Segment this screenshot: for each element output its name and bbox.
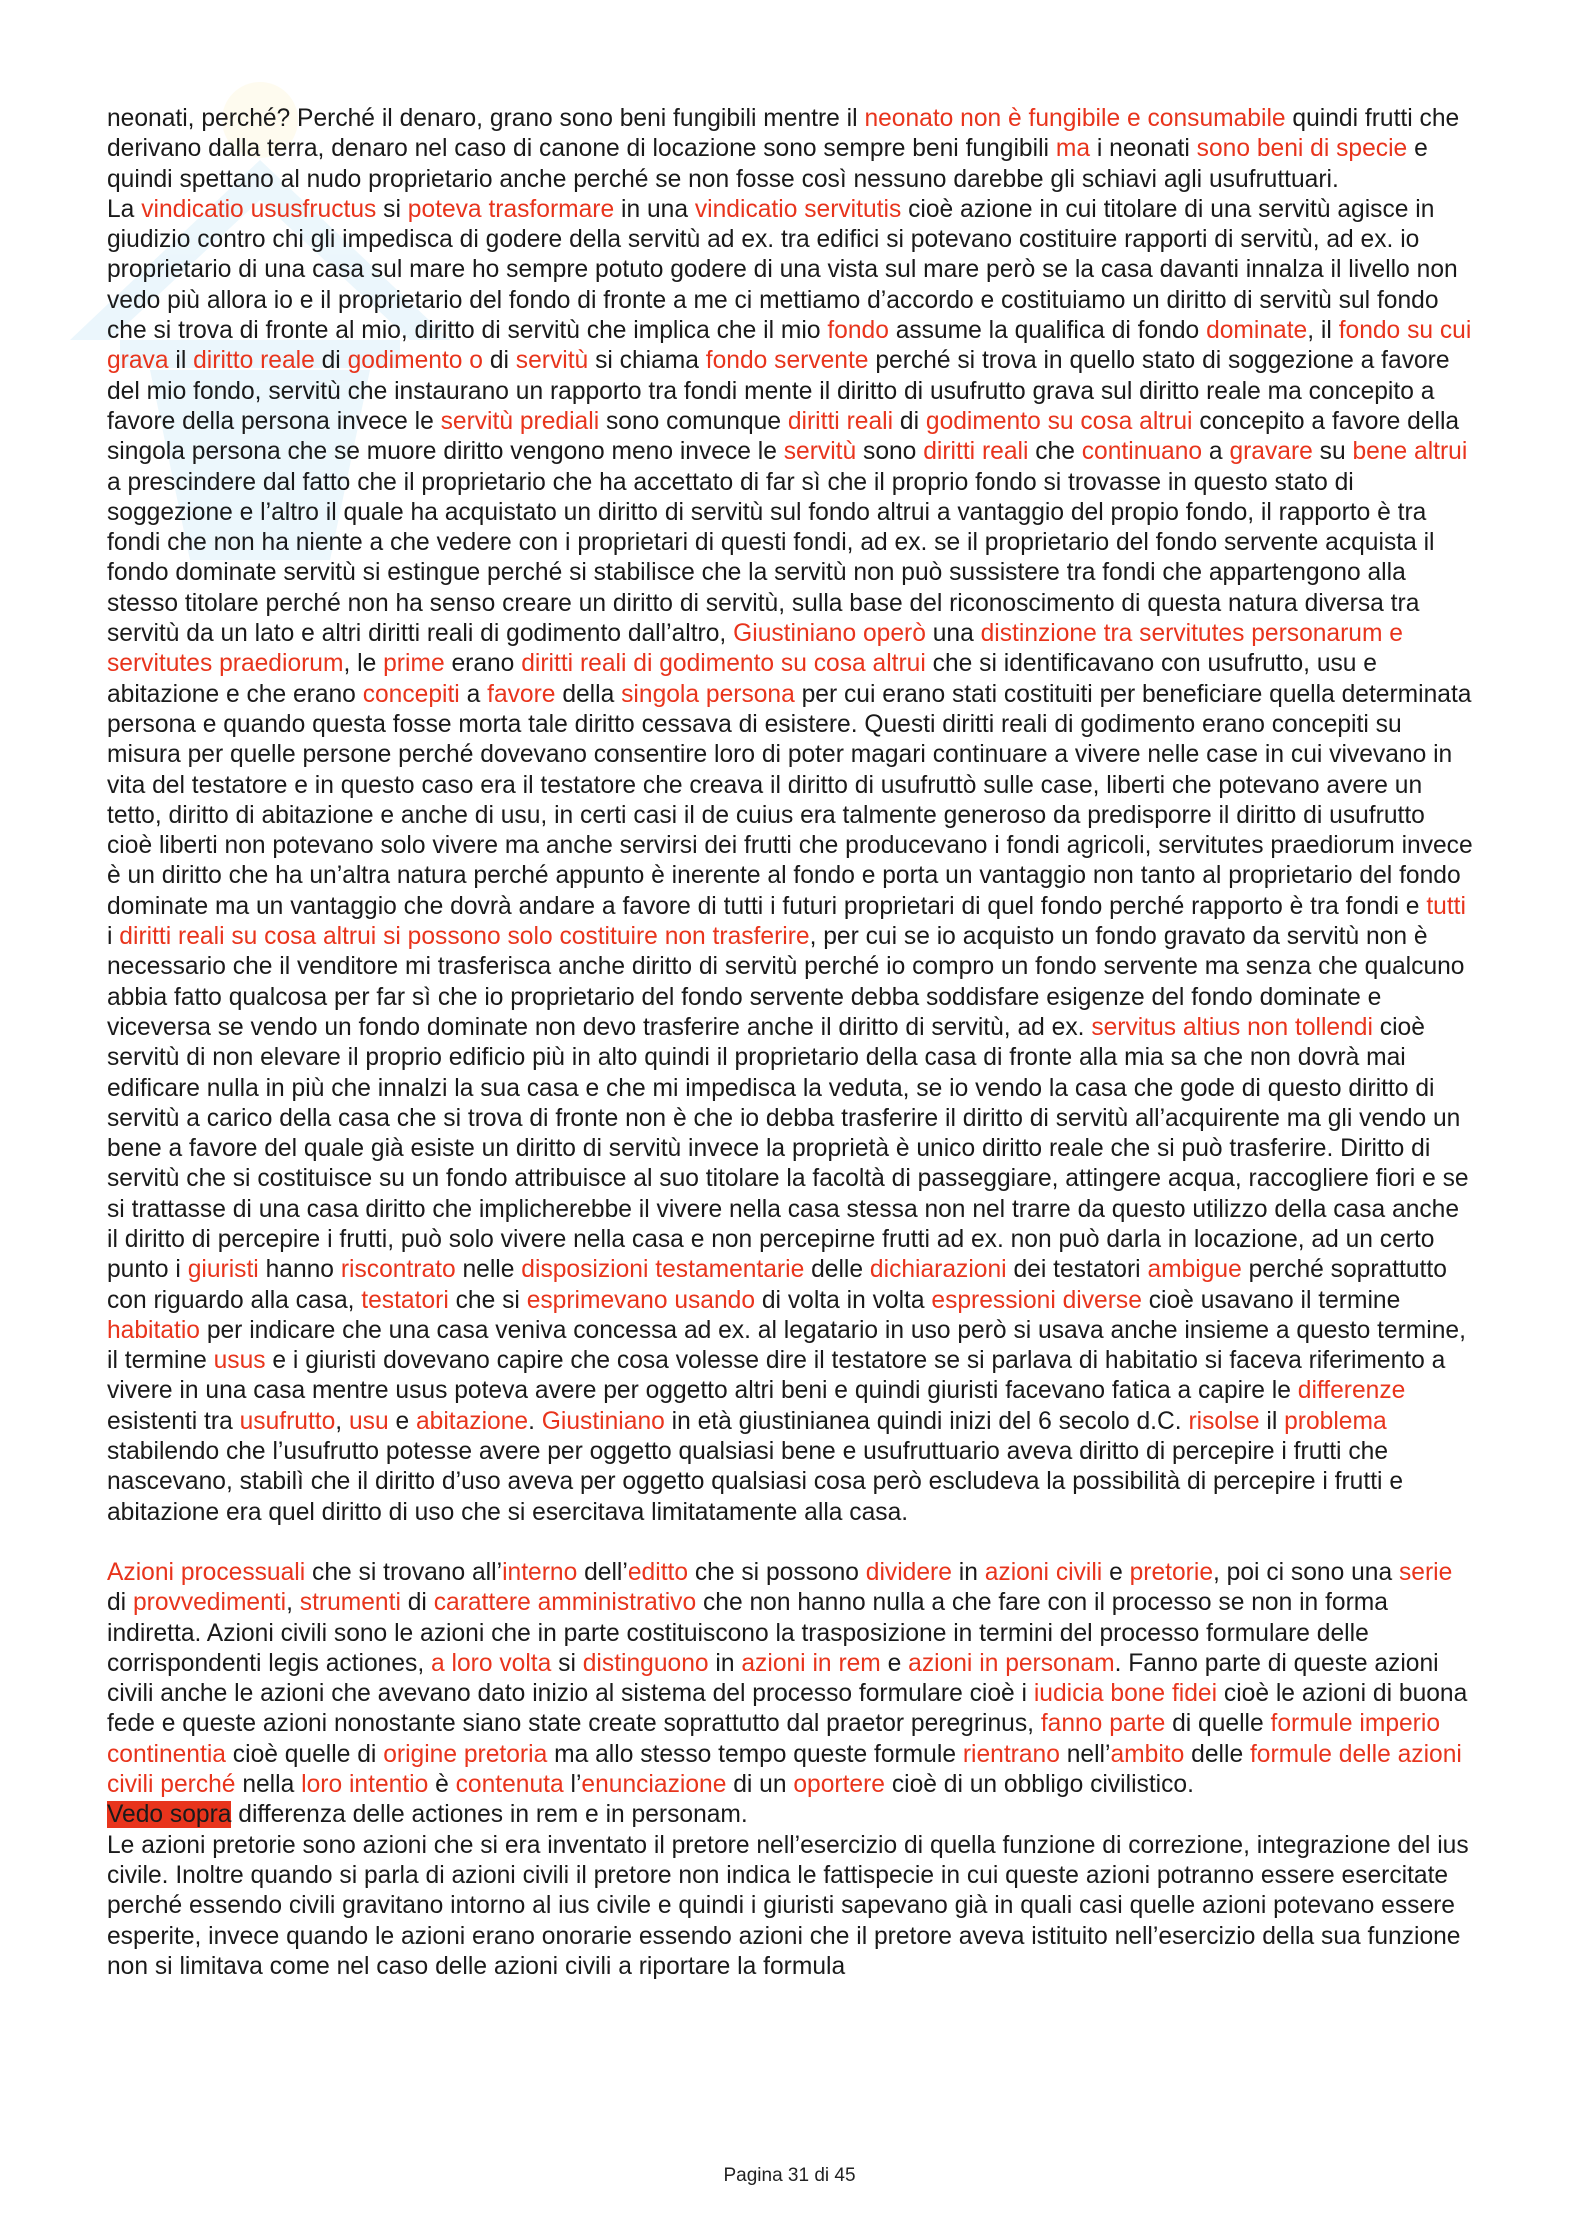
paragraph-gap bbox=[107, 1528, 1473, 1558]
text-run: i neonati bbox=[1090, 135, 1197, 163]
highlighted-text: oportere bbox=[793, 1771, 885, 1799]
text-run: ma allo stesso tempo queste formule bbox=[547, 1740, 963, 1768]
highlighted-text: azioni civili bbox=[984, 1558, 1103, 1586]
highlighted-text: riscontrato bbox=[340, 1256, 456, 1284]
text-run: a prescindere dal fatto che il proprietario che ha accettato di far sì che il proprio fondo si trovasse in questo stato di soggezione e l’altro il quale ha acquistato un diritto di servitù sul fondo altrui a vantaggio del propio fondo, il rapporto è tra fondi che non ha niente a che vedere con i proprietari di questi fondi, ad ex. se il proprietario del fondo servente acquista il fondo dominate servitù si estingue perché si stabilisce che la servitù non può sussistere tra fondi che appartengono alla stesso titolare perché non ha senso creare un diritto di servitù, sulla base del riconoscimento di questa natura diversa tra servitù da un lato e altri diritti reali di godimento dall’altro, bbox=[107, 468, 1435, 648]
text-run: esistenti tra bbox=[107, 1407, 240, 1435]
highlighted-text: azioni in rem bbox=[741, 1649, 881, 1677]
highlighted-text: habitatio bbox=[107, 1316, 200, 1344]
highlighted-text: dominate bbox=[1206, 317, 1308, 345]
text-run: cioè azione in cui titolare di una servitù agisce in giudizio contro chi gli impedisca di godere della servitù ad ex. tra edifici si potevano costituire rapporti di servitù, ad ex. io proprietario di una casa sul mare ho sempre potuto godere di una vista sul mare però se la casa davanti innalza il livello non vedo più allora io e il proprietario del fondo di fronte a me ci mettiamo d’accordo e costituiamo un diritto di servitù sul fondo che si trova di fronte al mio, diritto di servitù che implica che il mio bbox=[107, 195, 1458, 345]
text-run: , bbox=[286, 1589, 300, 1617]
text-run: di bbox=[893, 407, 926, 435]
text-run: si bbox=[376, 195, 408, 223]
text-run: hanno bbox=[258, 1256, 341, 1284]
text-run: delle bbox=[804, 1256, 870, 1284]
text-run: , il bbox=[1307, 317, 1339, 345]
text-run: concepito a favore della singola persona che se muore diritto vengono meno invece le bbox=[107, 407, 1460, 466]
highlighted-text: gravare bbox=[1229, 438, 1313, 466]
text-run: differenza delle actiones in rem e in personam. bbox=[231, 1801, 748, 1829]
highlighted-text: sono beni di specie bbox=[1196, 135, 1408, 163]
text-run: perché si trova in quello stato di soggezione a favore del mio fondo, servitù che instaurano un rapporto tra fondi mente il diritto di usufrutto grava sul diritto reale ma concepito a favore della persona invece le bbox=[107, 347, 1450, 435]
text-run: che bbox=[1028, 438, 1082, 466]
text-run: l’ bbox=[563, 1771, 582, 1799]
text-run: il bbox=[1259, 1407, 1285, 1435]
highlighted-text: Giustiniano bbox=[541, 1407, 665, 1435]
highlighted-text: favore bbox=[487, 680, 556, 708]
highlighted-text: servitù bbox=[783, 438, 857, 466]
paragraph-usufrutto-frutti bbox=[107, 104, 1473, 195]
text-run: a bbox=[459, 680, 488, 708]
text-run: , poi ci sono una bbox=[1213, 1558, 1399, 1586]
paragraph-vedo-sopra bbox=[107, 1800, 1473, 1830]
highlighted-text: testatori bbox=[361, 1286, 449, 1314]
highlighted-text: fondo bbox=[827, 317, 889, 345]
highlighted-text: dichiarazioni bbox=[869, 1256, 1007, 1284]
text-run: si bbox=[551, 1649, 583, 1677]
text-run: per indicare che una casa veniva concessa ad ex. al legatario in uso però si usava anche insieme a questo termine, il termine bbox=[107, 1316, 1466, 1375]
highlighted-text: diritti reali di godimento su cosa altrui bbox=[521, 650, 926, 678]
highlighted-text: giuristi bbox=[187, 1256, 259, 1284]
highlighted-text: problema bbox=[1284, 1407, 1387, 1435]
highlighted-text: godimento su cosa altrui bbox=[925, 407, 1193, 435]
text-run: si chiama bbox=[588, 347, 706, 375]
highlighted-text: distinzione tra servitutes personarum e servitutes praediorum bbox=[107, 620, 1403, 678]
marked-text: Vedo sopra bbox=[107, 1801, 232, 1829]
highlighted-text: iudicia bone fidei bbox=[1033, 1680, 1218, 1708]
highlighted-text: disposizioni testamentarie bbox=[521, 1256, 805, 1284]
text-run: Le azioni pretorie sono azioni che si era inventato il pretore nell’esercizio di quella funzione di correzione, integrazione del ius civile. Inoltre quando si parla di azioni civili il pretore non indica le fattispecie in cui queste azioni potranno essere esercitate perché essendo civili gravitano intorno al ius civile e quindi i giuristi sapevano già in quali casi quelle azioni potevano essere esperite, invece quando le azioni erano onorarie essendo azioni che il pretore aveva istituito nell’esercizio della sua funzione non si limitava come nel caso delle azioni civili a riportare la formula bbox=[107, 1831, 1469, 1980]
highlighted-text: Azioni processuali bbox=[107, 1558, 306, 1586]
highlighted-text: origine pretoria bbox=[383, 1740, 548, 1768]
text-run: di quelle bbox=[1165, 1710, 1271, 1738]
text-run: . bbox=[528, 1407, 542, 1435]
text-run: di volta in volta bbox=[755, 1286, 932, 1314]
text-run: assume la qualifica di fondo bbox=[888, 317, 1207, 345]
highlighted-text: formule imperio continentia bbox=[107, 1710, 1441, 1768]
text-run: erano bbox=[444, 650, 522, 678]
highlighted-text: diritto reale bbox=[193, 347, 315, 375]
highlighted-text: distinguono bbox=[582, 1649, 709, 1677]
text-run: cioè servitù di non elevare il proprio edificio più in alto quindi il proprietario della casa di fronte alla mia sa che non dovrà mai edificare nulla in più che innalzi la sua casa e che mi impedisca la veduta, se io vendo la casa che gode di questo diritto di servitù a carico della casa che si trova di fronte non è che io debba trasferire il diritto di servitù all’acquirente ma gli vendo un bene a favore del quale già esiste un diritto di servitù invece la proprietà è unico diritto reale che si può trasferire. Diritto di servitù che si costituisce su un fondo attribuisce al suo titolare la facoltà di passeggiare, attingere acqua, raccogliere fiori e se si trattasse di una casa diritto che implicherebbe il vivere nella casa stessa non nel trarre da questo utilizzo della casa anche il diritto di percepire i frutti, può solo vivere nella casa e non percepirne frutti ad ex. non può darla in locazione, ad un certo punto i bbox=[107, 1013, 1469, 1284]
text-run: . Fanno parte di queste azioni civili anche le azioni che avevano dato inizio al sistema del processo formulare cioè i bbox=[107, 1649, 1439, 1708]
text-run: nell’ bbox=[1059, 1740, 1111, 1768]
text-run: cioè usavano il termine bbox=[1141, 1286, 1401, 1314]
highlighted-text: rientrano bbox=[962, 1740, 1060, 1768]
highlighted-text: servitù prediali bbox=[440, 407, 600, 435]
highlighted-text: Giustiniano operò bbox=[733, 620, 926, 648]
text-run: dei testatori bbox=[1006, 1256, 1148, 1284]
highlighted-text: loro intentio bbox=[301, 1771, 429, 1799]
highlighted-text: servitù bbox=[515, 347, 589, 375]
text-run: che non hanno nulla a che fare con il processo se non in forma indiretta. Azioni civili sono le azioni che in parte costituiscono la trasposizione in termini del processo formulare delle corrispondenti legis actiones, bbox=[107, 1589, 1388, 1677]
text-run: di bbox=[107, 1589, 133, 1617]
highlighted-text: risolse bbox=[1188, 1407, 1260, 1435]
text-run: sono bbox=[856, 438, 924, 466]
text-run: una bbox=[925, 620, 981, 648]
text-run: il bbox=[168, 347, 194, 375]
text-run: nella bbox=[235, 1771, 302, 1799]
highlighted-text: usufrutto bbox=[239, 1407, 336, 1435]
highlighted-text: a loro volta bbox=[431, 1649, 552, 1677]
text-run: che si identificavano con usufrutto, usu e abitazione e che erano bbox=[107, 650, 1377, 708]
text-run: , per cui se io acquisto un fondo gravato da servitù non è necessario che il venditore mi trasferisca anche diritto di servitù perché io compro un fondo servente ma senza che qualcuno abbia fatto qualcosa per far sì che io proprietario del fondo servente debba soddisfare esigenze del fondo dominate e viceversa se vendo un fondo dominate non devo trasferire anche il diritto di servitù, ad ex. bbox=[107, 923, 1465, 1041]
text-run: che si bbox=[448, 1286, 527, 1314]
highlighted-text: diritti reali bbox=[787, 407, 894, 435]
highlighted-text: enunciazione bbox=[581, 1771, 727, 1799]
highlighted-text: poteva trasformare bbox=[407, 195, 615, 223]
text-run: e bbox=[388, 1407, 416, 1435]
highlighted-text: concepiti bbox=[362, 680, 460, 708]
text-run: in bbox=[708, 1649, 742, 1677]
highlighted-text: dividere bbox=[865, 1558, 952, 1586]
text-run: in età giustinianea quindi inizi del 6 secolo d.C. bbox=[664, 1407, 1189, 1435]
text-run: neonati, perché? Perché il denaro, grano sono beni fungibili mentre il bbox=[107, 105, 865, 132]
highlighted-text: espressioni diverse bbox=[931, 1286, 1142, 1314]
text-run: e quindi spettano al nudo proprietario anche perché se non fosse così nessuno darebbe gli schiavi agli usufruttuari. bbox=[107, 135, 1428, 193]
text-run: e i giuristi dovevano capire che cosa volesse dire il testatore se si parlava di habitatio si faceva riferimento a vivere in una casa mentre usus poteva avere per oggetto altri beni e quindi giuristi facevano fatica a capire le bbox=[107, 1347, 1446, 1405]
highlighted-text: interno bbox=[502, 1558, 578, 1586]
text-run: cioè di un obbligo civilistico. bbox=[884, 1771, 1194, 1799]
highlighted-text: neonato non è fungibile e consumabile bbox=[864, 105, 1286, 132]
page-number-footer: Pagina 31 di 45 bbox=[723, 2165, 856, 2186]
text-run: perché soprattutto con riguardo alla casa, bbox=[107, 1256, 1447, 1314]
highlighted-text: prime bbox=[383, 650, 445, 678]
highlighted-text: servitus altius non tollendi bbox=[1091, 1013, 1373, 1041]
text-run: cioè quelle di bbox=[225, 1740, 384, 1768]
highlighted-text: abitazione bbox=[415, 1407, 529, 1435]
highlighted-text: diritti reali bbox=[923, 438, 1029, 466]
highlighted-text: fanno parte bbox=[1040, 1710, 1166, 1738]
highlighted-text: pretorie bbox=[1129, 1558, 1214, 1586]
highlighted-text: diritti reali su cosa altrui si possono solo costituire non trasferire bbox=[119, 923, 810, 951]
text-run: dell’ bbox=[577, 1558, 628, 1586]
text-run: di bbox=[482, 347, 516, 375]
highlighted-text: godimento o bbox=[347, 347, 483, 375]
text-run: è bbox=[428, 1771, 456, 1799]
highlighted-text: fondo su cui grava bbox=[107, 317, 1472, 375]
text-run: che si trovano all’ bbox=[305, 1558, 503, 1586]
text-run: a bbox=[1202, 438, 1230, 466]
text-run: e bbox=[880, 1649, 909, 1677]
text-run: nelle bbox=[455, 1256, 522, 1284]
text-run: e bbox=[1102, 1558, 1130, 1586]
highlighted-text: strumenti bbox=[299, 1589, 401, 1617]
highlighted-text: editto bbox=[627, 1558, 689, 1586]
text-run: in bbox=[951, 1558, 985, 1586]
highlighted-text: singola persona bbox=[621, 680, 795, 708]
text-run: sono comunque bbox=[599, 407, 788, 435]
highlighted-text: contenuta bbox=[455, 1771, 564, 1799]
highlighted-text: vindicatio servitutis bbox=[694, 195, 902, 223]
text-run: cioè le azioni di buona fede e queste azioni nonostante siano state create soprattutto dal praetor peregrinus, bbox=[107, 1680, 1468, 1738]
text-run: di bbox=[314, 347, 348, 375]
highlighted-text: esprimevano usando bbox=[526, 1286, 756, 1314]
highlighted-text: bene altrui bbox=[1352, 438, 1468, 466]
text-run: i bbox=[107, 923, 120, 951]
highlighted-text: usu bbox=[348, 1407, 389, 1435]
highlighted-text: ma bbox=[1055, 135, 1091, 163]
text-run: quindi frutti che derivano dalla terra, denaro nel caso di canone di locazione sono sempre beni fungibili bbox=[107, 105, 1460, 163]
text-run: delle bbox=[1184, 1740, 1250, 1768]
highlighted-text: ambigue bbox=[1147, 1256, 1242, 1284]
paragraph-azioni-pretorie bbox=[107, 1831, 1473, 1982]
text-run: che si possono bbox=[688, 1558, 866, 1586]
highlighted-text: usus bbox=[213, 1347, 266, 1375]
highlighted-text: formule delle azioni civili perché bbox=[107, 1740, 1462, 1799]
highlighted-text: tutti bbox=[1426, 892, 1466, 920]
highlighted-text: carattere amministrativo bbox=[433, 1589, 697, 1617]
highlighted-text: continuano bbox=[1081, 438, 1203, 466]
highlighted-text: differenze bbox=[1297, 1377, 1406, 1405]
text-run: della bbox=[555, 680, 622, 708]
text-run: di bbox=[400, 1589, 434, 1617]
text-run: in una bbox=[614, 195, 695, 223]
text-run: stabilendo che l’usufrutto potesse avere per oggetto qualsiasi bene e usufruttuario aveva diritto di percepire i frutti che nascevano, stabilì che il diritto d’uso aveva per oggetto qualsiasi cosa però escludeva la possibilità di percepire i frutti e abitazione era quel diritto di uso che si esercitava limitatamente alla casa. bbox=[107, 1438, 1403, 1526]
text-run: La bbox=[107, 195, 142, 223]
text-run: , le bbox=[343, 650, 384, 678]
highlighted-text: ambito bbox=[1110, 1740, 1185, 1768]
text-run: di un bbox=[726, 1771, 794, 1799]
highlighted-text: serie bbox=[1398, 1558, 1453, 1586]
paragraph-azioni-processuali bbox=[107, 1558, 1473, 1800]
text-run: , bbox=[335, 1407, 349, 1435]
highlighted-text: provvedimenti bbox=[132, 1589, 287, 1617]
highlighted-text: fondo servente bbox=[705, 347, 869, 375]
document-page bbox=[107, 104, 1473, 1982]
highlighted-text: azioni in personam bbox=[908, 1649, 1115, 1677]
text-run: su bbox=[1312, 438, 1353, 466]
highlighted-text: vindicatio ususfructus bbox=[141, 195, 377, 223]
paragraph-servitu bbox=[107, 195, 1473, 1528]
text-run: per cui erano stati costituiti per beneficiare quella determinata persona e quando questa fosse morta tale diritto cessava di esistere. Questi diritti reali di godimento erano concepiti su misura per quelle persone perché dovevano consentire loro di poter magari continuare a vivere nelle case in cui vivevano in vita del testatore e in questo caso era il testatore che creava il diritto di usufruttò sulle case, liberti che potevano avere un tetto, diritto di abitazione e anche di usu, in certi casi il de cuius era talmente generoso da predisporre il diritto di usufrutto cioè liberti non potevano solo vivere ma anche servirsi dei frutti che producevano i fondi agricoli, servitutes praediorum invece è un diritto che ha un’altra natura perché appunto è inerente al fondo e porta un vantaggio non tanto al proprietario del fondo dominate ma un vantaggio che dovrà andare a favore di tutti i futuri proprietari di quel fondo perché rapporto è tra fondi e bbox=[107, 680, 1473, 920]
